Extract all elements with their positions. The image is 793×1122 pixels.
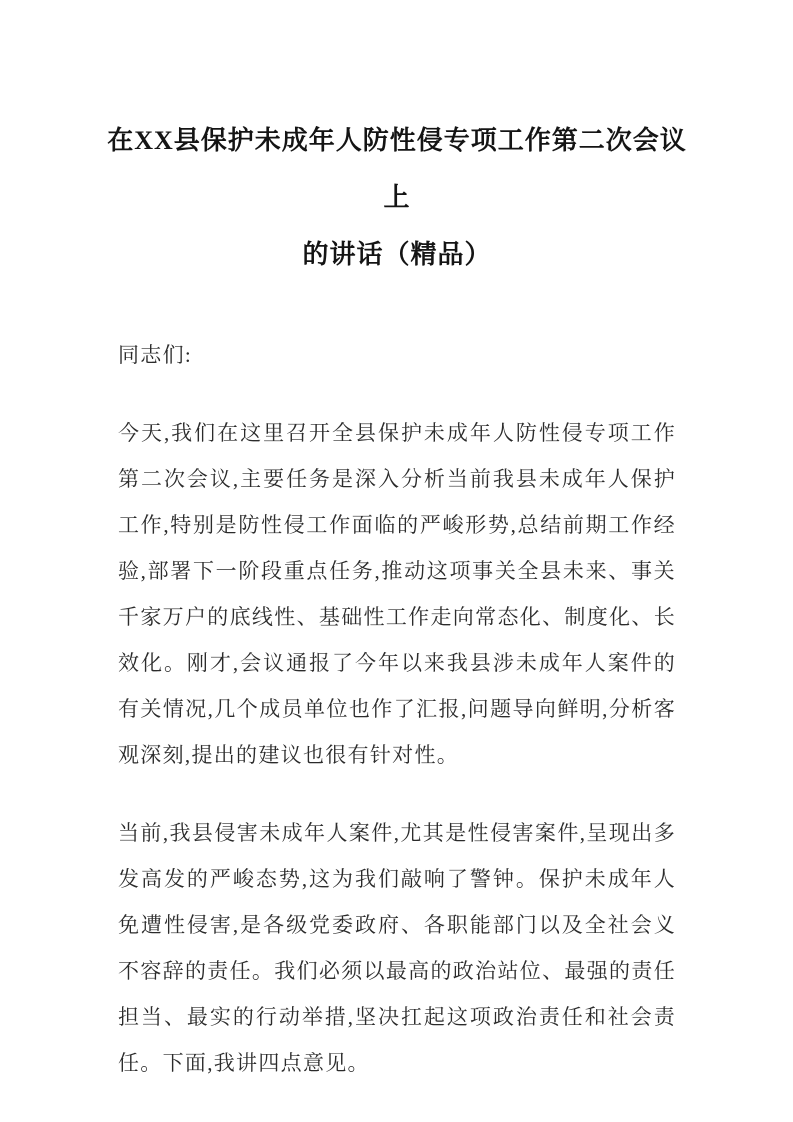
document-title [104, 112, 690, 283]
body-paragraph-2: 当前,我县侵害未成年人案件,尤其是性侵害案件,呈现出多发高发的严峻态势,这为我们敲响了警钟。保护未成年人免遭性侵害,是各级党委政府、各职能部门以及全社会义不容辞的责任。我们必须以最高的政治站位、最强的责任担当、最实的行动举措,坚决扛起这项政治责任和社会责任。下面,我讲四点意见。 [118, 821, 676, 1075]
body-paragraph-1: 今天,我们在这里召开全县保护未成年人防性侵专项工作第二次会议,主要任务是深入分析当前我县未成年人保护工作,特别是防性侵工作面临的严峻形势,总结前期工作经验,部署下一阶段重点任务,推动这项事关全县未来、事关千家万户的底线性、基础性工作走向常态化、制度化、长效化。刚才,会议通报了今年以来我县涉未成年人案件的有关情况,几个成员单位也作了汇报,问题导向鲜明,分析客观深刻,提出的建议也很有针对性。 [118, 421, 676, 767]
salutation-line: 同志们: [118, 343, 193, 367]
document-body [118, 332, 676, 1086]
document-title-line-2: 的讲话（精品） [302, 240, 492, 269]
document-title-line-1: 在XX县保护未成年人防性侵专项工作第二次会议上 [107, 126, 687, 212]
